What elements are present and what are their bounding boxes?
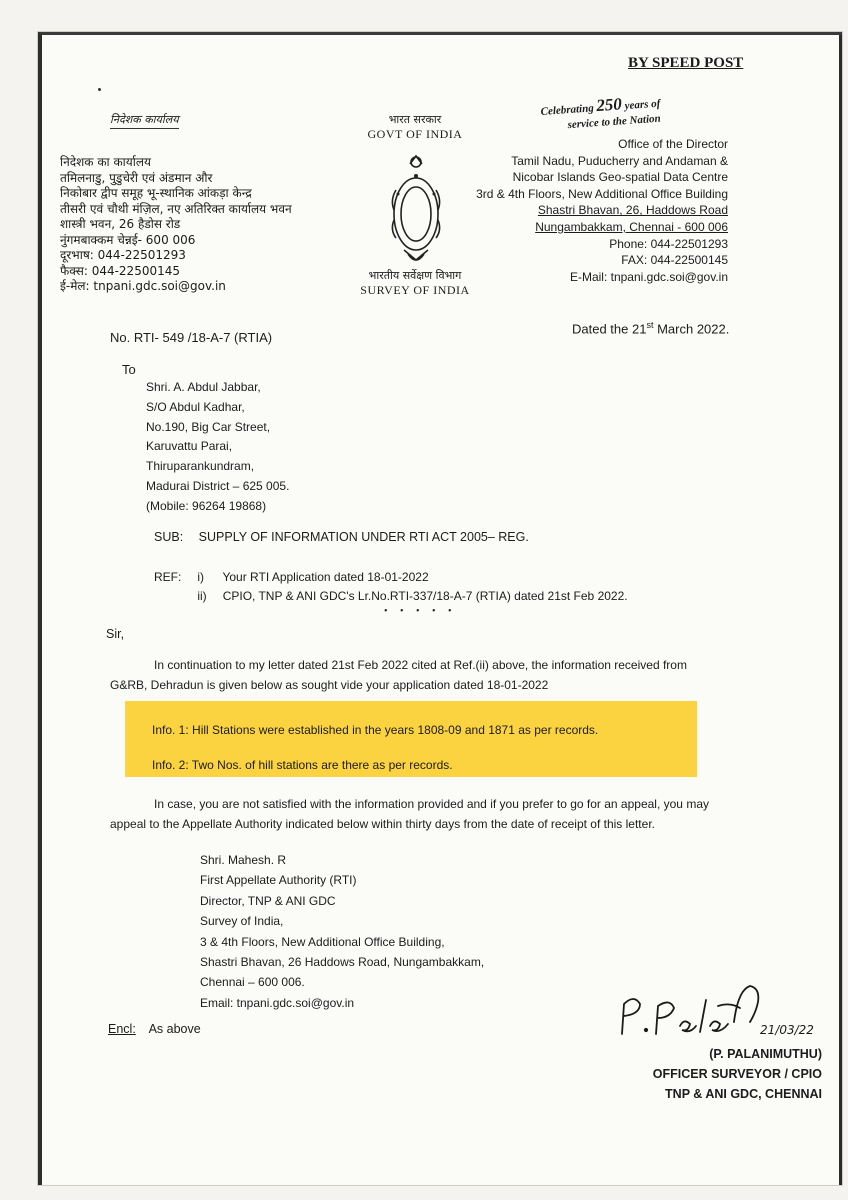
reference-row [154,587,628,606]
english-address-block [470,136,728,285]
reference-key: REF: [154,570,182,584]
address-line: Nicobar Islands Geo-spatial Data Centre [512,170,728,185]
survey-english: SURVEY OF INDIA [360,283,470,297]
govt-heading [345,112,485,142]
addressee-line: Madurai District – 625 005. [146,478,290,493]
subject-key: SUB: [154,530,184,544]
hindi-line: तमिलनाडु, पुडुचेरी एवं अंडमान और [60,170,213,185]
hindi-line: नुंगमबाक्कम चेन्नई- 600 006 [60,232,196,247]
hindi-line: शास्त्री भवन, 26 हैडोस रोड [60,217,181,231]
date-rest: March 2022. [657,321,730,337]
govt-english: GOVT OF INDIA [367,127,463,141]
hindi-address-block [60,155,292,295]
scan-speck [98,88,101,91]
addressee-line: Karuvattu Parai, [146,439,233,454]
enclosure-key: Encl: [108,1022,136,1036]
hindi-line: ई-मेल: tnpani.gdc.soi@gov.in [60,279,226,293]
address-line: Shastri Bhavan, 26, Haddows Road [537,203,728,218]
signer-line: TNP & ANI GDC, CHENNAI [665,1087,822,1101]
phone-line: Phone: 044-22501293 [609,236,728,251]
hindi-line: तीसरी एवं चौथी मंज़िल, नए अतिरिक्त कार्यालय भवन [60,201,292,216]
authority-email: Email: tnpani.gdc.soi@gov.in [200,995,355,1010]
paragraph-line: appeal to the Appellate Authority indicated below within thirty days from the date of receipt of this letter. [110,817,655,831]
reference-block [154,568,628,606]
paragraph-line: In continuation to my letter dated 21st Feb 2022 cited at Ref.(ii) above, the information received from [154,658,687,672]
hindi-signature-text: निदेशक कार्यालय [110,113,179,129]
salutation: Sir, [106,627,125,641]
authority-line: Survey of India, [200,914,284,929]
authority-line: Shastri Bhavan, 26 Haddows Road, Nungambakkam, [200,955,485,970]
authority-line: Shri. Mahesh. R [200,853,287,867]
subject-text: SUPPLY OF INFORMATION UNDER RTI ACT 2005– REG. [198,530,529,544]
enclosure-line [108,1022,201,1036]
hindi-line: निदेशक का कार्यालय [60,155,151,169]
govt-hindi: भारत सरकार [388,113,442,126]
reference-text: CPIO, TNP & ANI GDC's Lr.No.RTI-337/18-A-7 (RTIA) dated 21st Feb 2022. [222,589,628,603]
address-line: Nungambakkam, Chennai - 600 006 [535,219,728,234]
to-label: To [122,362,136,377]
separator-stars: • • • • • [384,606,457,617]
authority-line: First Appellate Authority (RTI) [200,873,357,888]
celebrating-number: 250 [595,94,623,116]
info-line: Info. 2: Two Nos. of hill stations are there as per records. [152,758,453,772]
reference-number: No. RTI- 549 /18-A-7 (RTIA) [110,330,273,345]
celebrating-line2: service to the Nation [567,112,662,132]
paragraph-line: In case, you are not satisfied with the information provided and if you prefer to go for an appeal, you may [154,797,709,811]
date-prefix: Dated the 21 [572,321,647,337]
reference-number-label: ii) [197,589,207,603]
address-line: Tamil Nadu, Puducherry and Andaman & [511,153,728,168]
addressee-line: Shri. A. Abdul Jabbar, [146,380,261,394]
reference-number-label: i) [197,570,205,584]
celebrating-post: years of [624,97,661,113]
addressee-line: Thiruparankundram, [146,459,255,474]
addressee-line: S/O Abdul Kadhar, [146,399,245,414]
hindi-signature-line [110,112,179,127]
reference-row [154,568,628,587]
info-line: Info. 1: Hill Stations were established in the years 1808-09 and 1871 as per records. [152,723,599,737]
letter-date [572,320,729,336]
date-suffix: st [646,320,654,330]
email-line: E-Mail: tnpani.gdc.soi@gov.in [569,269,728,284]
address-line: Office of the Director [618,137,728,151]
reference-text: Your RTI Application dated 18-01-2022 [222,570,429,584]
addressee-line: (Mobile: 96264 19868) [146,498,267,513]
addressee-block [146,378,289,517]
authority-line: 3 & 4th Floors, New Additional Office Building, [200,934,445,949]
signature-date: 21/03/22 [760,1023,814,1037]
survey-of-india-emblem-icon [388,150,444,268]
signer-line: OFFICER SURVEYOR / CPIO [652,1067,822,1081]
hindi-line: दूरभाष: 044-22501293 [60,248,186,262]
addressee-line: No.190, Big Car Street, [146,419,271,434]
signer-block [590,1044,822,1104]
handwritten-signature [610,982,830,1042]
subject-line [154,530,529,544]
survey-heading [345,268,485,298]
hindi-line: निकोबार द्वीप समूह भू-स्थानिक आंकड़ा केन्द्र [60,186,252,200]
authority-line: Director, TNP & ANI GDC [200,893,336,908]
enclosure-text: As above [148,1022,201,1036]
body-paragraph-1 [110,655,720,695]
info-block [152,713,598,783]
authority-line: Chennai – 600 006. [200,975,305,990]
speed-post-label: BY SPEED POST [628,55,744,71]
appellate-authority-block [200,850,484,1013]
body-paragraph-2 [110,794,709,834]
paragraph-line: G&RB, Dehradun is given below as sought vide your application dated 18-01-2022 [110,678,549,692]
signer-line: (P. PALANIMUTHU) [709,1047,822,1061]
fax-line: FAX: 044-22500145 [621,253,728,268]
hindi-line: फैक्स: 044-22500145 [60,263,181,278]
survey-hindi: भारतीय सर्वेक्षण विभाग [368,269,462,282]
celebrating-pre: Celebrating [540,102,595,118]
address-line: 3rd & 4th Floors, New Additional Office Building [476,186,728,201]
